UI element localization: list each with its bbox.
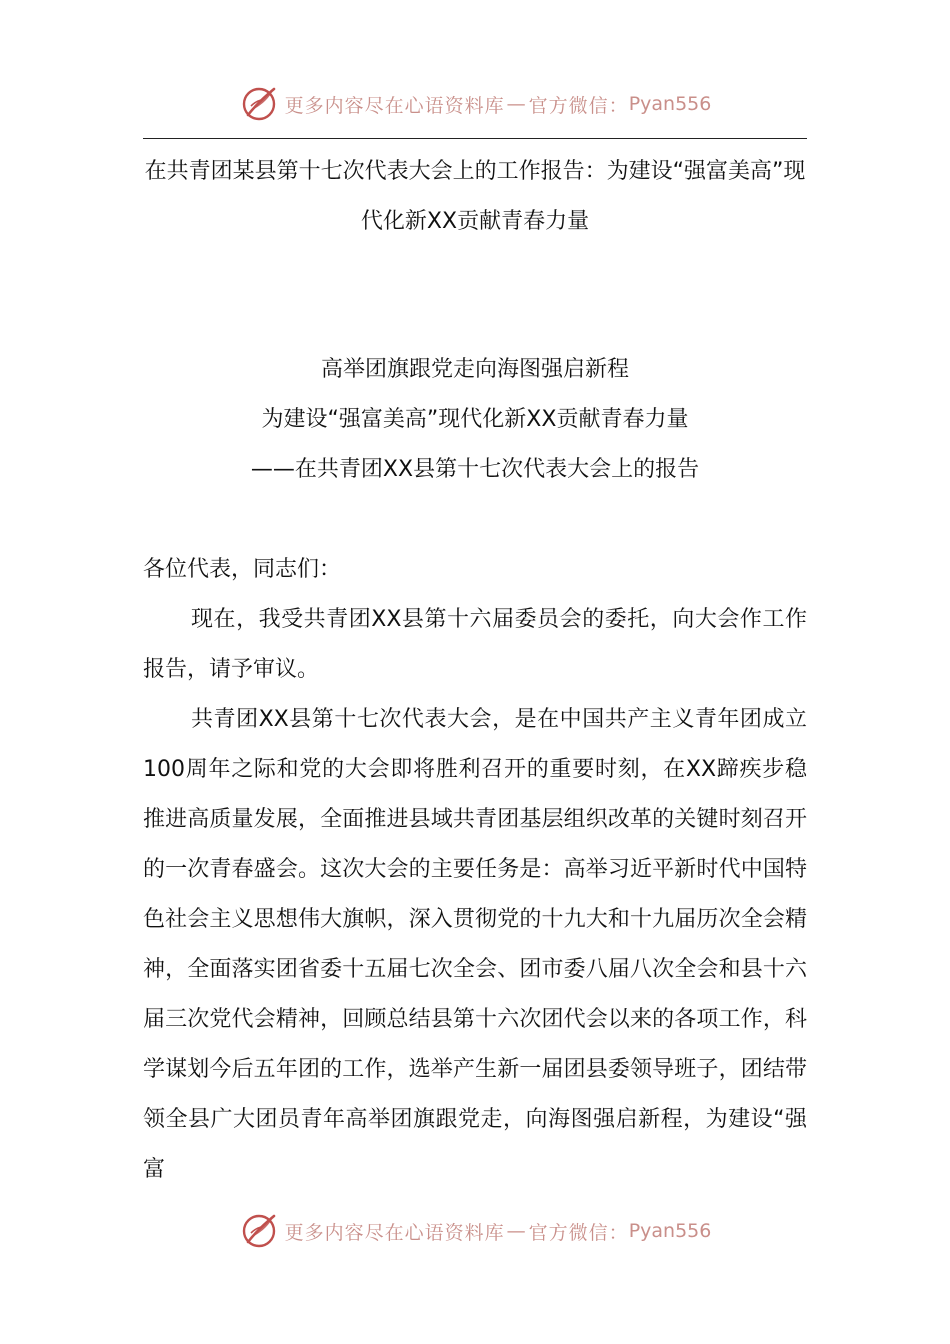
salutation: 各位代表，同志们： — [143, 557, 342, 582]
watermark-site-text: 更多内容尽在心语资料库 — [284, 94, 505, 117]
watermark-contact-label: 官方微信： — [528, 1221, 629, 1244]
report-body — [143, 545, 807, 1195]
quill-logo-icon — [239, 84, 279, 124]
watermark-separator: — — [506, 93, 527, 115]
paragraph-2: 共青团XX县第十七次代表大会，是在中国共产主义青年团成立100周年之际和党的大会即将胜利召开的重要时刻，在XX蹄疾步稳推进高质量发展，全面推进县域共青团基层组织改革的关键时刻召开的一次青春盛会。这次大会的主要任务是：高举习近平新时代中国特色社会主义思想伟大旗帜，深入贯彻党的十九大和十九届历次全会精神，全面落实团省委十五届七次全会、团市委八届八次全会和县十六届三次党代会精神，回顾总结县第十六次团代会以来的各项工作，科学谋划今后五年团的工作，选举产生新一届团县委领导班子，团结带领全县广大团员青年高举团旗跟党走，向海图强启新程，为建设“强富 — [143, 707, 807, 1182]
watermark-contact-id: Pyan556 — [628, 93, 712, 115]
quill-logo-icon — [239, 1211, 279, 1251]
header-divider — [143, 138, 807, 139]
document-title: 在共青团某县第十七次代表大会上的工作报告：为建设“强富美高”现代化新XX贡献青春力量 — [144, 159, 806, 234]
header-watermark — [0, 82, 950, 126]
report-heading — [143, 345, 807, 495]
watermark-contact-label: 官方微信： — [528, 94, 629, 117]
watermark-contact-id: Pyan556 — [628, 1220, 712, 1242]
watermark-site-text: 更多内容尽在心语资料库 — [284, 1221, 505, 1244]
paragraph-1: 现在，我受共青团XX县第十六届委员会的委托，向大会作工作报告，请予审议。 — [143, 607, 807, 682]
footer-watermark — [0, 1209, 950, 1253]
watermark-separator: — — [506, 1220, 527, 1242]
heading-line-1: 高举团旗跟党走向海图强启新程 — [320, 357, 629, 382]
heading-line-3: ——在共青团XX县第十七次代表大会上的报告 — [250, 457, 700, 482]
heading-line-2: 为建设“强富美高”现代化新XX贡献青春力量 — [261, 407, 689, 432]
